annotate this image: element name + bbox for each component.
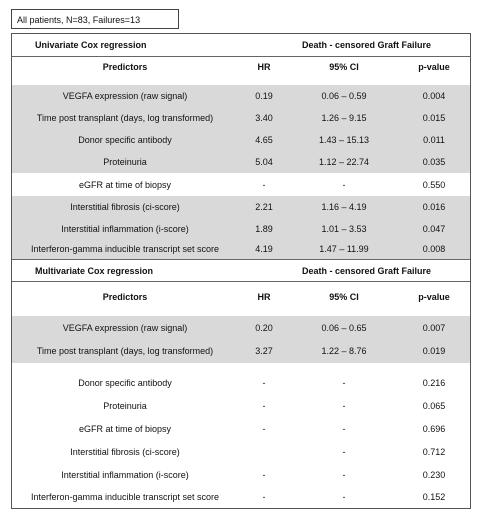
header-ci: 95% CI bbox=[329, 291, 359, 302]
univariate-outcome: Death - censored Graft Failure bbox=[302, 40, 432, 50]
predictor-cell: Interstitial fibrosis (ci-score) bbox=[70, 202, 180, 212]
hr-cell: 0.19 bbox=[255, 91, 273, 101]
predictor-cell: Donor specific antibody bbox=[78, 135, 172, 145]
table-row bbox=[12, 440, 470, 463]
table-row bbox=[12, 339, 470, 363]
predictor-cell: Time post transplant (days, log transformed) bbox=[36, 346, 214, 356]
hr-cell: 3.40 bbox=[255, 113, 273, 123]
predictor-cell: Interferon-gamma inducible transcript set score bbox=[30, 244, 220, 254]
univariate-title: Univariate Cox regression bbox=[35, 40, 147, 50]
ci-cell: - bbox=[342, 377, 346, 388]
p-value-cell: 0.035 bbox=[422, 157, 446, 167]
predictor-cell: Interstitial inflammation (i-score) bbox=[61, 469, 189, 480]
p-value-cell: 0.047 bbox=[422, 223, 446, 234]
ci-cell: 1.22 – 8.76 bbox=[321, 346, 367, 356]
p-value-cell: 0.216 bbox=[422, 377, 446, 388]
header-predictors: Predictors bbox=[102, 291, 148, 302]
multivariate-title: Multivariate Cox regression bbox=[35, 265, 154, 276]
predictor-cell: Donor specific antibody bbox=[78, 377, 172, 388]
predictor-cell: Time post transplant (days, log transformed) bbox=[36, 113, 214, 123]
table-row bbox=[12, 174, 470, 196]
divider bbox=[12, 259, 470, 260]
ci-cell: - bbox=[342, 492, 346, 502]
hr-cell: 1.89 bbox=[255, 223, 273, 234]
p-value-cell: 0.016 bbox=[422, 202, 446, 212]
table-row bbox=[12, 151, 470, 173]
multivariate-section-header bbox=[12, 261, 470, 280]
hr-cell: 4.65 bbox=[255, 135, 273, 145]
header-hr: HR bbox=[257, 62, 271, 72]
table-row bbox=[12, 316, 470, 339]
predictor-cell: Interstitial inflammation (i-score) bbox=[61, 223, 189, 234]
hr-cell: - bbox=[262, 400, 266, 411]
hr-cell: - bbox=[262, 423, 266, 434]
predictor-cell: Proteinuria bbox=[103, 400, 147, 411]
hr-cell: 3.27 bbox=[255, 346, 273, 356]
p-value-cell: 0.152 bbox=[422, 492, 446, 502]
table-row bbox=[12, 394, 470, 417]
table-row bbox=[12, 463, 470, 486]
predictor-cell: Interferon-gamma inducible transcript set score bbox=[30, 492, 220, 502]
table-row bbox=[12, 196, 470, 218]
p-value-cell: 0.004 bbox=[422, 91, 446, 101]
ci-cell: 1.16 – 4.19 bbox=[321, 202, 367, 212]
ci-cell: 1.26 – 9.15 bbox=[321, 113, 367, 123]
hr-cell: 5.04 bbox=[255, 157, 273, 167]
predictor-cell: eGFR at time of biopsy bbox=[78, 180, 172, 190]
hr-cell bbox=[238, 440, 290, 463]
header-p-value: p-value bbox=[418, 62, 450, 72]
hr-cell: - bbox=[262, 492, 266, 502]
predictor-cell: eGFR at time of biopsy bbox=[78, 423, 172, 434]
p-value-cell: 0.019 bbox=[422, 346, 446, 356]
header-predictors: Predictors bbox=[102, 62, 148, 72]
p-value-cell: 0.011 bbox=[423, 135, 445, 145]
hr-cell: 2.21 bbox=[255, 202, 273, 212]
hr-cell: - bbox=[262, 469, 266, 480]
table-row bbox=[12, 129, 470, 151]
multivariate-column-headers bbox=[12, 282, 470, 311]
p-value-cell: 0.230 bbox=[422, 469, 446, 480]
table-row bbox=[12, 417, 470, 440]
hr-cell: - bbox=[262, 377, 266, 388]
p-value-cell: 0.008 bbox=[422, 244, 446, 254]
ci-cell: 0.06 – 0.59 bbox=[321, 91, 367, 101]
p-value-cell: 0.712 bbox=[422, 446, 446, 457]
univariate-section-header bbox=[12, 35, 470, 55]
ci-cell: - bbox=[342, 423, 346, 434]
header-p-value: p-value bbox=[418, 291, 450, 302]
p-value-cell: 0.007 bbox=[422, 322, 446, 333]
table-row bbox=[12, 371, 470, 394]
ci-cell: 1.47 – 11.99 bbox=[319, 244, 369, 254]
table-row bbox=[12, 107, 470, 129]
table-row bbox=[12, 486, 470, 508]
ci-cell: 1.12 – 22.74 bbox=[318, 157, 370, 167]
predictor-cell: Proteinuria bbox=[103, 157, 147, 167]
header-hr: HR bbox=[257, 291, 271, 302]
cohort-caption: All patients, N=83, Failures=13 bbox=[11, 9, 179, 29]
ci-cell: 0.06 – 0.65 bbox=[321, 322, 367, 333]
ci-cell: - bbox=[342, 180, 346, 190]
p-value-cell: 0.696 bbox=[422, 423, 446, 434]
hr-cell: - bbox=[262, 180, 266, 190]
header-ci: 95% CI bbox=[329, 62, 359, 72]
ci-cell: 1.43 – 15.13 bbox=[318, 135, 370, 145]
predictor-cell: VEGFA expression (raw signal) bbox=[62, 91, 188, 101]
ci-cell: - bbox=[342, 400, 346, 411]
multivariate-outcome: Death - censored Graft Failure bbox=[302, 265, 432, 276]
table-row bbox=[12, 218, 470, 239]
hr-cell: 0.20 bbox=[255, 322, 273, 333]
p-value-cell: 0.550 bbox=[422, 180, 446, 190]
ci-cell: - bbox=[342, 446, 346, 457]
p-value-cell: 0.015 bbox=[422, 113, 446, 123]
ci-cell: 1.01 – 3.53 bbox=[321, 223, 367, 234]
table-row bbox=[12, 85, 470, 107]
predictor-cell: Interstitial fibrosis (ci-score) bbox=[70, 446, 180, 457]
hr-cell: 4.19 bbox=[255, 244, 273, 254]
predictor-cell: VEGFA expression (raw signal) bbox=[62, 322, 188, 333]
univariate-column-headers bbox=[12, 57, 470, 77]
ci-cell: - bbox=[342, 469, 346, 480]
p-value-cell: 0.065 bbox=[422, 400, 446, 411]
table-row bbox=[12, 239, 470, 259]
